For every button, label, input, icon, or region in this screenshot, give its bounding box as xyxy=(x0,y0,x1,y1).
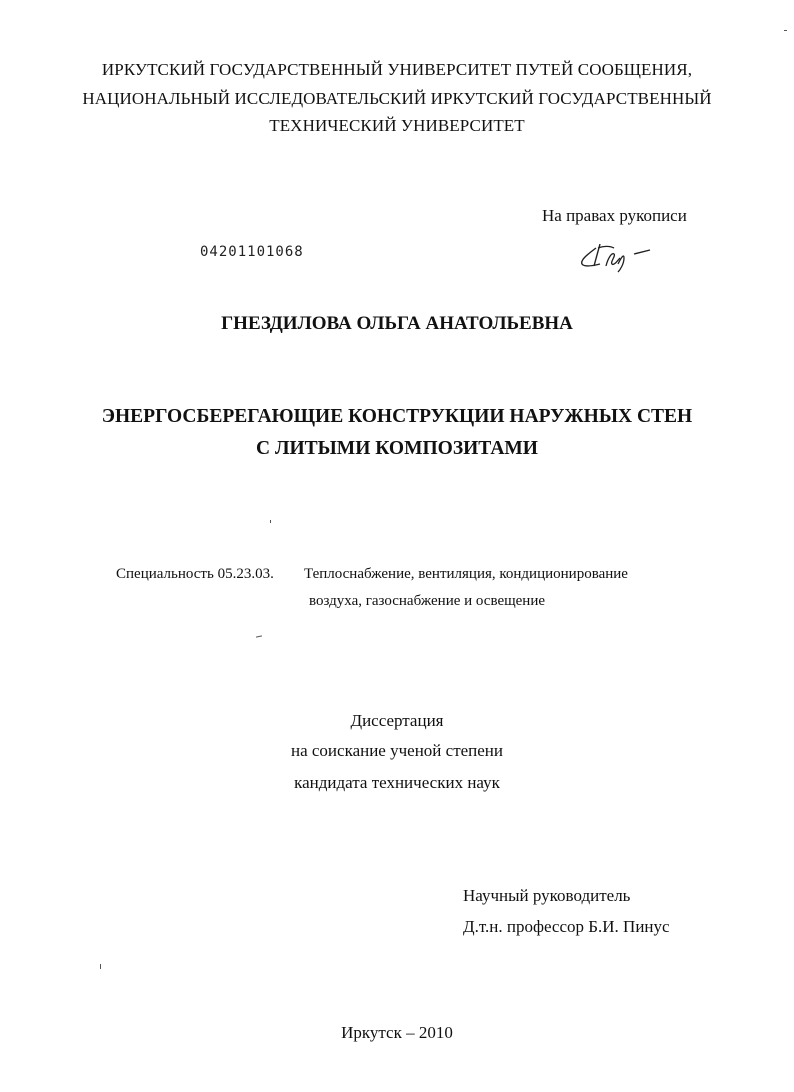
specialty-line-2: воздуха, газоснабжение и освещение xyxy=(309,593,546,609)
university-line-1: ИРКУТСКИЙ ГОСУДАРСТВЕННЫЙ УНИВЕРСИТЕТ ПУТЕЙ СООБЩЕНИЯ, xyxy=(101,60,693,79)
supervisor-label: Научный руководитель xyxy=(463,886,631,905)
scan-speck xyxy=(270,520,271,523)
thesis-title-line-1: ЭНЕРГОСБЕРЕГАЮЩИЕ КОНСТРУКЦИИ НАРУЖНЫХ СТЕН xyxy=(101,406,693,427)
serial-number: 04201101068 xyxy=(200,244,304,260)
degree-line-3: кандидата технических наук xyxy=(294,773,500,792)
thesis-title-line-2: С ЛИТЫМИ КОМПОЗИТАМИ xyxy=(256,438,538,459)
specialty-line-1: Теплоснабжение, вентиляция, кондиционирование xyxy=(304,566,628,582)
scan-speck xyxy=(784,30,787,31)
university-line-2: НАЦИОНАЛЬНЫЙ ИССЛЕДОВАТЕЛЬСКИЙ ИРКУТСКИЙ ГОСУДАРСТВЕННЫЙ xyxy=(82,89,712,108)
degree-line-2: на соискание ученой степени xyxy=(290,741,504,760)
author-name: ГНЕЗДИЛОВА ОЛЬГА АНАТОЛЬЕВНА xyxy=(221,313,573,334)
university-line-3: ТЕХНИЧЕСКИЙ УНИВЕРСИТЕТ xyxy=(269,116,525,135)
scan-speck xyxy=(256,635,262,637)
degree-line-1: Диссертация xyxy=(350,711,444,730)
specialty-label: Специальность 05.23.03. xyxy=(116,566,274,582)
scan-speck xyxy=(100,964,101,969)
city-year: Иркутск – 2010 xyxy=(341,1023,453,1042)
signature-icon xyxy=(574,236,658,274)
manuscript-note: На правах рукописи xyxy=(542,206,687,225)
supervisor-name: Д.т.н. профессор Б.И. Пинус xyxy=(463,917,670,936)
